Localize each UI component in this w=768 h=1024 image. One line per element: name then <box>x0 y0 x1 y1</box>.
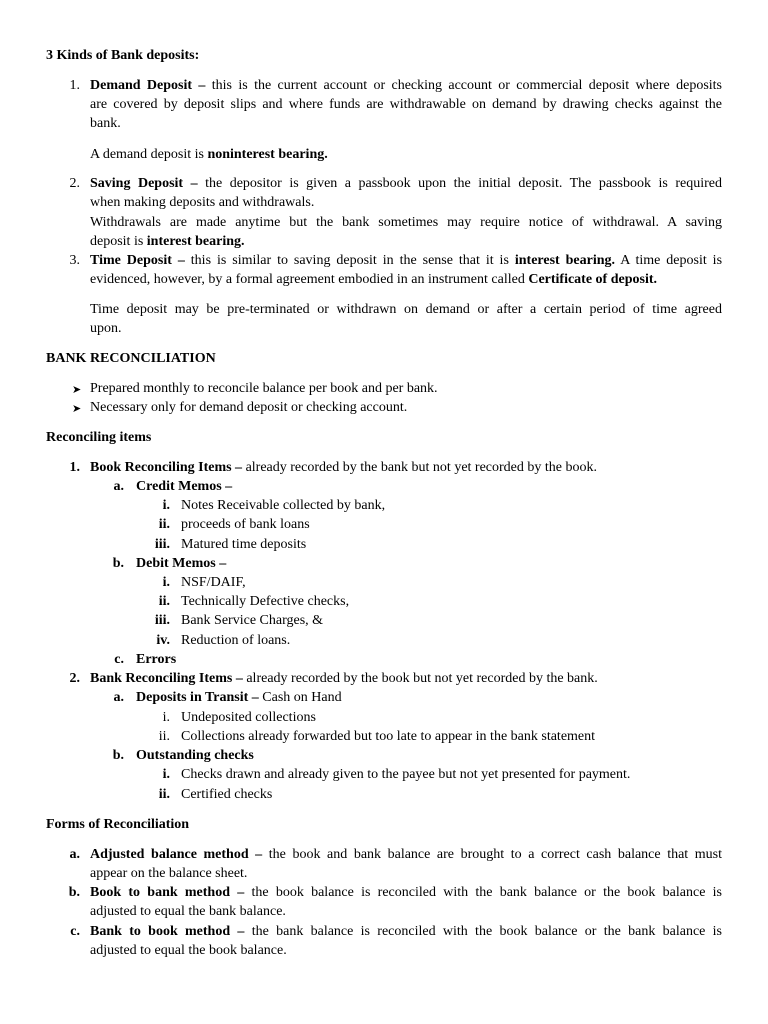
form-b-letter: b. <box>68 885 80 900</box>
debit-memos-letter: b. <box>112 556 124 571</box>
credit-memo-1: Notes Receivable collected by bank, <box>181 498 386 513</box>
debit-memo-4: Reduction of loans. <box>181 633 291 648</box>
deposit-2-line-1 <box>90 174 722 193</box>
deposit-3-text-a: this is similar to saving deposit in the sense that it is <box>190 253 509 268</box>
deposit-1-note-bold: noninterest bearing. <box>207 147 328 162</box>
deposit-1-note <box>90 145 328 164</box>
heading-forms-of-reconciliation: Forms of Reconciliation <box>46 817 190 832</box>
outstanding-checks-letter: b. <box>112 748 124 763</box>
book-items-desc: already recorded by the bank but not yet recorded by the book. <box>245 460 597 475</box>
deposit-1-line-1 <box>90 76 722 95</box>
recon-bullet-1: Prepared monthly to reconcile balance per book and per bank. <box>90 381 438 396</box>
deposit-2-term: Saving Deposit – <box>90 176 198 191</box>
form-c-letter: c. <box>70 924 80 939</box>
debit-memo-1: NSF/DAIF, <box>181 575 246 590</box>
credit-memo-2-number: ii. <box>158 517 170 532</box>
arrow-bullet-icon: ➤ <box>72 384 82 396</box>
bank-items-line <box>90 669 598 688</box>
deposit-2-line-3: Withdrawals are made anytime but the bank sometimes may require notice of withdrawal. A saving <box>90 215 722 230</box>
credit-memo-1-number: i. <box>162 498 170 513</box>
debit-memos-label: Debit Memos – <box>136 556 227 571</box>
form-b-text: the book balance is reconciled with the bank balance or the book balance is <box>251 885 722 900</box>
outstanding-2-number: ii. <box>158 787 170 802</box>
book-items-line <box>90 458 597 477</box>
deposit-3-line-2 <box>90 270 657 289</box>
deposits-in-transit-desc: Cash on Hand <box>262 690 342 705</box>
book-items-term: Book Reconciling Items – <box>90 460 243 475</box>
debit-memo-2-number: ii. <box>158 594 170 609</box>
debit-memo-2: Technically Defective checks, <box>181 594 350 609</box>
deposit-2-line-4-text: deposit is <box>90 234 144 249</box>
deposit-1-number: 1. <box>69 78 80 93</box>
deposit-3-note-line-2: upon. <box>90 321 122 336</box>
deposit-3-note-line-1: Time deposit may be pre-terminated or withdrawn on demand or after a certain period of time agreed <box>90 302 722 317</box>
outstanding-1-number: i. <box>162 767 170 782</box>
transit-2: Collections already forwarded but too late to appear in the bank statement <box>181 729 596 744</box>
deposits-in-transit-label: Deposits in Transit – <box>136 690 259 705</box>
transit-1-number: i. <box>162 710 170 725</box>
debit-memo-3: Bank Service Charges, & <box>181 613 324 628</box>
deposit-3-term: Time Deposit – <box>90 253 185 268</box>
outstanding-checks-label: Outstanding checks <box>136 748 254 763</box>
deposit-2-line-2: when making deposits and withdrawals. <box>90 195 315 210</box>
deposits-in-transit-line <box>136 688 342 707</box>
deposit-3-line-2-bold: Certificate of deposit. <box>528 272 658 287</box>
credit-memo-2: proceeds of bank loans <box>181 517 310 532</box>
credit-memos-label: Credit Memos – <box>136 479 233 494</box>
deposit-1-text: this is the current account or checking account or commercial deposit where deposits <box>211 78 723 93</box>
deposit-2-text: the depositor is given a passbook upon the initial deposit. The passbook is required <box>205 176 722 191</box>
form-c-line-1 <box>90 922 722 941</box>
form-b-line-1 <box>90 883 722 902</box>
bank-items-desc: already recorded by the book but not yet recorded by the bank. <box>246 671 598 686</box>
deposit-2-number: 2. <box>69 176 80 191</box>
deposit-2-line-4 <box>90 232 245 251</box>
form-b-line-2: adjusted to equal the bank balance. <box>90 904 286 919</box>
errors-letter: c. <box>114 652 124 667</box>
bank-items-number: 2. <box>69 671 80 686</box>
form-a-text: the book and bank balance are brought to a correct cash balance that must <box>268 847 722 862</box>
deposit-3-bold-a: interest bearing. <box>514 253 616 268</box>
heading-bank-deposits: 3 Kinds of Bank deposits: <box>46 48 200 63</box>
outstanding-1: Checks drawn and already given to the payee but not yet presented for payment. <box>181 767 631 782</box>
form-b-term: Book to bank method – <box>90 885 245 900</box>
recon-bullet-2: Necessary only for demand deposit or checking account. <box>90 400 408 415</box>
deposit-3-line-2-text: evidenced, however, by a formal agreement embodied in an instrument called <box>90 272 525 287</box>
form-c-term: Bank to book method – <box>90 924 245 939</box>
credit-memo-3-number: iii. <box>154 537 170 552</box>
transit-2-number: ii. <box>158 729 170 744</box>
deposits-in-transit-letter: a. <box>113 690 124 705</box>
deposit-1-line-3: bank. <box>90 116 121 131</box>
outstanding-2: Certified checks <box>181 787 273 802</box>
deposit-2-line-4-bold: interest bearing. <box>146 234 245 249</box>
heading-bank-reconciliation: BANK RECONCILIATION <box>46 351 216 366</box>
deposit-3-number: 3. <box>69 253 80 268</box>
deposit-1-line-2: are covered by deposit slips and where funds are withdrawable on demand by drawing checks against the <box>90 97 722 112</box>
deposit-3-line-1 <box>90 251 722 270</box>
form-a-term: Adjusted balance method – <box>90 847 263 862</box>
bank-items-term: Bank Reconciling Items – <box>90 671 243 686</box>
heading-reconciling-items: Reconciling items <box>46 430 152 445</box>
form-c-text: the bank balance is reconciled with the book balance or the bank balance is <box>251 924 722 939</box>
debit-memo-1-number: i. <box>162 575 170 590</box>
errors-label: Errors <box>136 652 177 667</box>
form-a-line-2: appear on the balance sheet. <box>90 866 248 881</box>
credit-memo-3: Matured time deposits <box>181 537 307 552</box>
arrow-bullet-icon: ➤ <box>72 403 82 415</box>
debit-memo-4-number: iv. <box>156 633 170 648</box>
form-a-line-1 <box>90 845 722 864</box>
deposit-1-note-text: A demand deposit is <box>90 147 204 162</box>
form-c-line-2: adjusted to equal the book balance. <box>90 943 287 958</box>
deposit-3-text-b: A time deposit is <box>620 253 723 268</box>
deposit-1-term: Demand Deposit – <box>90 78 206 93</box>
debit-memo-3-number: iii. <box>154 613 170 628</box>
book-items-number: 1. <box>69 460 80 475</box>
form-a-letter: a. <box>69 847 80 862</box>
transit-1: Undeposited collections <box>181 710 316 725</box>
credit-memos-letter: a. <box>113 479 124 494</box>
